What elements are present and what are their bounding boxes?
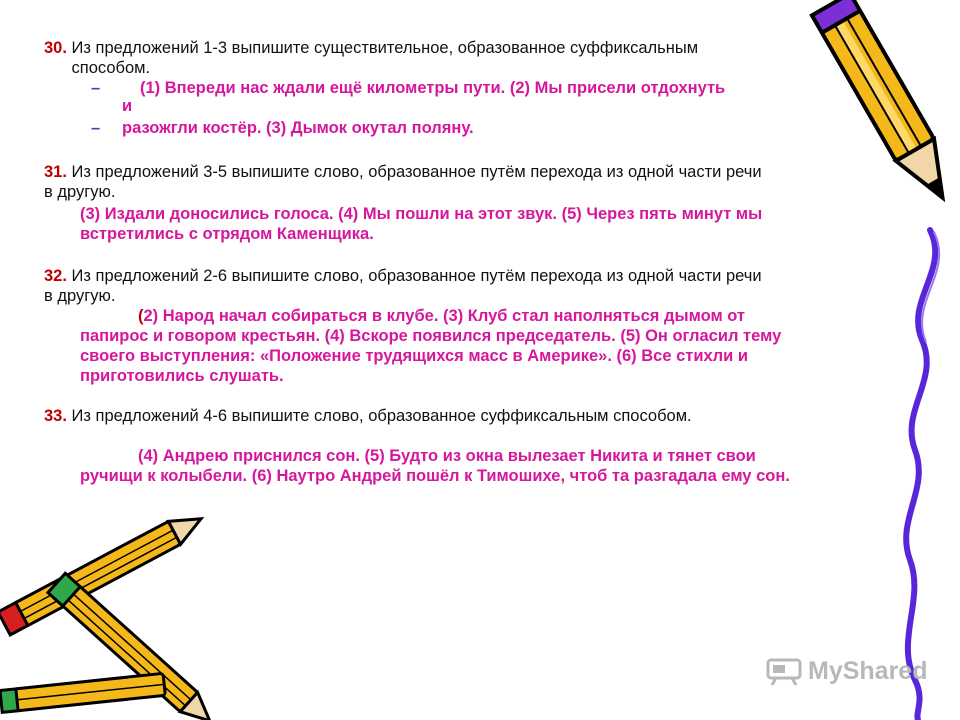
wavy-ribbon	[906, 230, 939, 720]
question-text: Из предложений 3-5 выпишите слово, образованное путём перехода из одной части речи в другую.	[44, 163, 762, 201]
question-number: 30.	[44, 39, 67, 57]
example-sentence: (3) Издали доносились голоса. (4) Мы пошли на этот звук. (5) Через пять минут мы встретились с отрядом Каменщика.	[80, 205, 763, 243]
question-32	[44, 266, 764, 306]
question-31	[44, 162, 764, 202]
question-30	[44, 38, 764, 78]
paren-open: (	[138, 307, 144, 325]
example-sentence: разожгли костёр. (3) Дымок окутал поляну.	[122, 119, 474, 137]
bullet-dash: –	[91, 119, 101, 137]
example-sentence: (1) Впереди нас ждали ещё километры пути. (2) Мы присели отдохнуть	[140, 79, 726, 97]
question-text: Из предложений 4-6 выпишите слово, образованное суффиксальным способом.	[71, 407, 692, 425]
bullet-dash: –	[91, 79, 101, 97]
projector-icon	[766, 656, 802, 686]
question-number: 32.	[44, 267, 67, 285]
pencil-icon	[812, 0, 960, 209]
example-sentence	[80, 306, 810, 386]
question-number: 31.	[44, 163, 67, 181]
example-sentence: (4) Андрею приснился сон. (5) Будто из окна вылезает Никита и тянет свои ручищи к колыбели. (6) Наутро Андрей пошёл к Тимошихе, чтоб та разгадала ему сон.	[80, 447, 790, 485]
question-33	[44, 406, 764, 426]
watermark	[766, 656, 927, 686]
example-sentence: и	[122, 97, 133, 115]
crossed-pencils-icon	[0, 507, 218, 720]
watermark-text: MyShared	[808, 656, 928, 685]
question-text: Из предложений 1-3 выпишите существительное, образованное суффиксальным способом.	[71, 39, 699, 77]
question-text: Из предложений 2-6 выпишите слово, образованное путём перехода из одной части речи в другую.	[44, 267, 762, 305]
question-number: 33.	[44, 407, 67, 425]
sentence-text: 2) Народ начал собираться в клубе. (3) Клуб стал наполняться дымом от папирос и говором крестьян. (4) Вскоре появился председатель. (5) Он огласил тему своего выступления: «Положение трудящихся масс в Америке». (6) Все стихли и приготовились слушать.	[80, 307, 782, 385]
